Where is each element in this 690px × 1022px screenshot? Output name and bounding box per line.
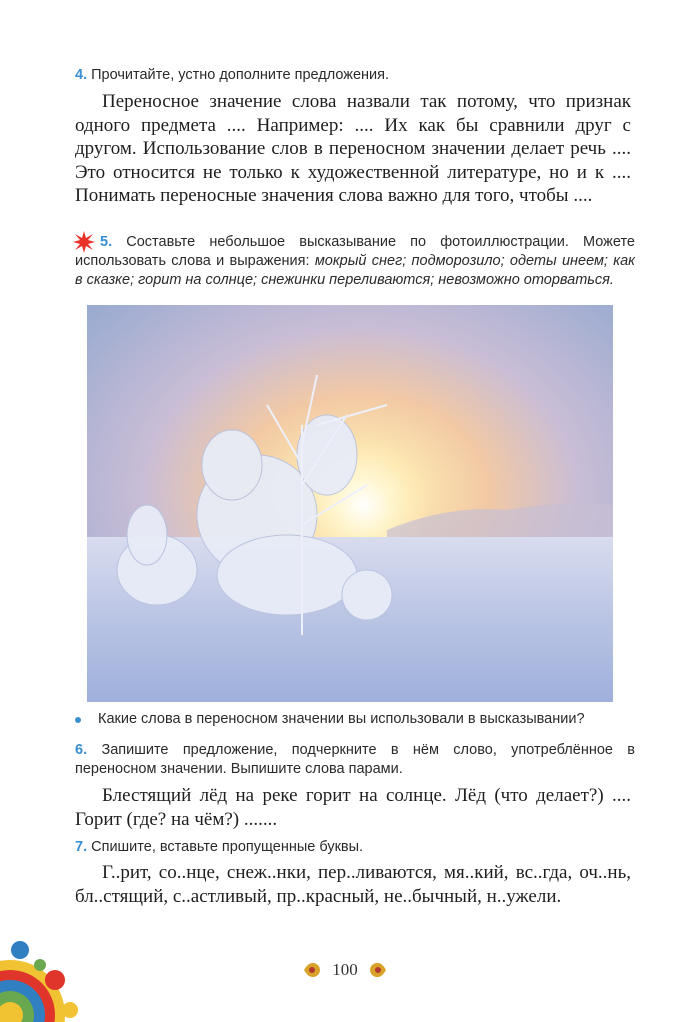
corner-ornament <box>0 905 110 1022</box>
task-6-text: Блестящий лёд на реке горит на солнце. Лёд (что делает?) .... Горит (где? на чём?) ....... <box>75 785 631 830</box>
winter-photo <box>87 305 613 702</box>
task-5-number: 5. <box>100 234 113 250</box>
task-4-number: 4. <box>75 67 88 83</box>
task-6-heading <box>75 741 635 779</box>
task-4-text: Переносное значение слова назвали так потому, что признак одного предмета .... Например: .... Их как бы сравнили друг с другом. Использование слов в переносном значении делает речь .... Это относится не только к художественной литературе, но и к .... Понимать переносные значения слова важно для того, чтобы .... <box>75 91 631 206</box>
bullet-icon <box>75 717 81 723</box>
task-5-phrases: мокрый снег; подморозило; одеты инеем; как в сказке; горит на солнце; снежинки переливаются; невозможно оторваться. <box>75 253 635 288</box>
task-6-instruction: Запишите предложение, подчеркните в нём слово, употреблённое в переносном значении. Выпишите слова парами. <box>75 742 635 777</box>
task-5-question: Какие слова в переносном значении вы использовали в высказывании? <box>98 711 585 727</box>
task-7-heading <box>75 838 635 857</box>
task-7-text: Г..рит, со..нце, снеж..нки, пер..ливаются, мя..кий, вс..гда, оч..нь, бл..стящий, с..астливый, пр..красный, не..бычный, н..ужели. <box>75 862 631 907</box>
task-5-heading <box>75 233 635 290</box>
task-5-instruction: Составьте небольшое высказывание по фотоиллюстрации. Можете использовать слова и выражения: <box>75 234 635 269</box>
task-4-instruction: Прочитайте, устно дополните предложения. <box>91 67 389 83</box>
page-number: 100 <box>332 960 358 979</box>
page-number-box <box>300 955 390 985</box>
task-7-number: 7. <box>75 839 88 855</box>
task-6-number: 6. <box>75 742 88 758</box>
task-7-instruction: Спишите, вставьте пропущенные буквы. <box>91 839 364 855</box>
task-4-heading <box>75 66 635 85</box>
